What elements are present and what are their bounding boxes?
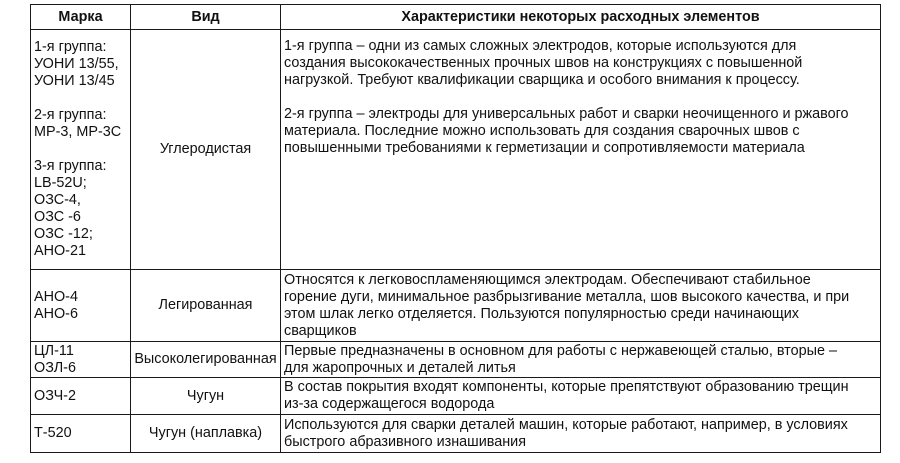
table-row — [31, 415, 881, 453]
description-line: Используются для сварки деталей машин, которые работают, например, в условиях — [284, 416, 848, 433]
description-line: 1-я группа – одни из самых сложных электродов, которые используются для — [284, 38, 797, 54]
spacer — [34, 90, 127, 107]
description-line: горение дуги, минимальное разбрызгивание металла, шов высокого качества, и при — [284, 288, 850, 305]
description-cell — [281, 30, 881, 270]
brand-line: 3-я группа: — [34, 158, 107, 174]
brand-line: ОЗЧ-2 — [34, 387, 76, 404]
spacer — [284, 89, 877, 106]
description-cell — [281, 378, 881, 415]
description-line: для жаропрочных и деталей литья — [284, 359, 516, 376]
description-line: нагрузкой. Требуют квалификации сварщика и особого внимания к процессу. — [284, 72, 800, 88]
header-brand: Марка — [31, 5, 131, 30]
brand-line: МР-3, МР-3С — [34, 124, 122, 140]
kind-cell: Легированная — [131, 270, 281, 342]
kind-cell: Чугун (наплавка) — [131, 415, 281, 453]
description-line: создания высококачественных прочных швов на конструкциях с повышенной — [284, 55, 803, 71]
brand-line: АНО-6 — [34, 305, 78, 322]
kind-cell: Высоколегированная — [131, 342, 281, 378]
description-cell — [281, 415, 881, 453]
table-row — [31, 30, 881, 270]
brand-cell — [31, 342, 131, 378]
description-line: 2-я группа – электроды для универсальных работ и сварки неочищенного и ржавого — [284, 106, 849, 122]
description-line: из-за содержащегося водорода — [284, 396, 495, 412]
table-row — [31, 270, 881, 342]
brand-line: ОЗС -6 — [34, 209, 81, 225]
description-line: Относятся к легковоспламеняющимся электродам. Обеспечивают стабильное — [284, 271, 811, 288]
spacer — [34, 141, 127, 158]
brand-line: ОЗЛ-6 — [34, 359, 76, 376]
description-line: быстрого абразивного изнашивания — [284, 433, 527, 450]
brand-cell — [31, 415, 131, 453]
description-cell — [281, 270, 881, 342]
header-kind: Вид — [131, 5, 281, 30]
header-characteristics: Характеристики некоторых расходных элементов — [281, 5, 881, 30]
table-wrapper — [30, 4, 881, 453]
brand-line: УОНИ 13/45 — [34, 73, 115, 89]
brand-line: 1-я группа: — [34, 39, 107, 55]
brand-cell — [31, 378, 131, 415]
description-line: В состав покрытия входят компоненты, которые препятствуют образованию трещин — [284, 379, 849, 395]
description-line: материала. Последние можно использовать для создания сварочных швов с — [284, 123, 800, 139]
brand-line: LB-52U; — [34, 175, 87, 191]
kind-cell: Чугун — [131, 378, 281, 415]
brand-line: Т-520 — [34, 425, 72, 441]
brand-line: АНО-21 — [34, 243, 86, 259]
brand-line: АНО-4 — [34, 288, 78, 305]
description-line: повышенными требованиями к герметизации и сопротивляемости материала — [284, 140, 805, 156]
table-row — [31, 342, 881, 378]
table-header-row — [31, 5, 881, 30]
description-line: сварщиков — [284, 322, 357, 339]
table-row — [31, 378, 881, 415]
brand-line: ОЗС-4, — [34, 192, 81, 208]
description-line: Первые предназначены в основном для работы с нержавеющей сталью, вторые – — [284, 342, 837, 359]
brand-line: УОНИ 13/55, — [34, 56, 119, 72]
kind-cell: Углеродистая — [131, 30, 281, 270]
description-cell — [281, 342, 881, 378]
electrode-table — [30, 4, 881, 453]
description-line: этом шлак легко отделяется. Пользуются популярностью среди начинающих — [284, 305, 799, 322]
brand-line: 2-я группа: — [34, 107, 107, 123]
brand-line: ОЗС -12; — [34, 226, 93, 242]
brand-line: ЦЛ-11 — [34, 342, 74, 359]
brand-cell — [31, 270, 131, 342]
brand-cell — [31, 30, 131, 270]
